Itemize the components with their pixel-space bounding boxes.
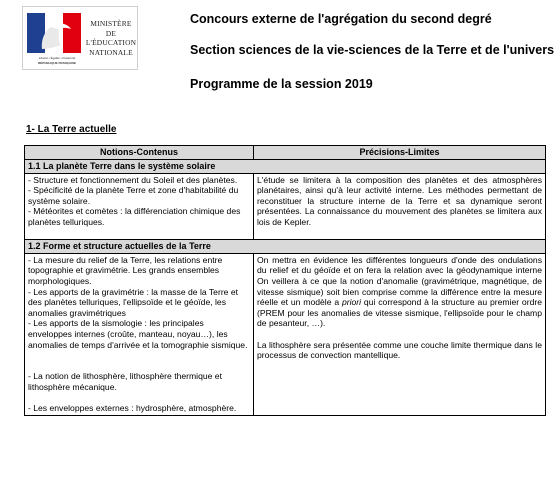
list-item: - La notion de lithosphère, lithosphère thermique et lithosphère mécanique.	[28, 371, 222, 392]
list-item: - La mesure du relief de la Terre, les relations entre topographie et gravimétrie. Les grands ensembles morphologiques.	[28, 254, 223, 286]
marianne-emblem-icon	[27, 13, 81, 53]
contents-cell-1-2	[25, 253, 254, 415]
table-header-row	[25, 146, 546, 160]
header-limits: Précisions-Limites	[254, 146, 546, 160]
list-item: - Les enveloppes externes : hydrosphère, atmosphère.	[28, 403, 237, 414]
limits-text: On mettra en évidence les différentes longueurs d'onde des ondulations du relief et du géoïde et on fera la relation avec la géodynamique interne On veillera à ce que la notion d'anomalie (gravimétrique, magnétique, de vitesse sismique) soit bien comprise comme la différence entre la mesure réelle et un modèle a	[257, 254, 542, 308]
ministry-logo	[22, 6, 138, 70]
flag-red-band	[63, 13, 81, 53]
program-table	[24, 145, 546, 416]
ministry-name	[85, 19, 137, 57]
section-heading: 1- La Terre actuelle	[26, 124, 117, 135]
session-title: Programme de la session 2019	[190, 77, 373, 91]
subsection-row-1-2	[25, 240, 546, 254]
header-contents: Notions-Contenus	[25, 146, 254, 160]
list-item: - Spécificité de la planète Terre et zone d'habitabilité du système solaire.	[28, 185, 239, 206]
list-item: - Météorites et comètes : la différenciation chimique des planètes telluriques.	[28, 206, 241, 227]
table-row	[25, 173, 546, 240]
limits-text: qui correspond à la structure au premier ordre (PREM pour les anomalies de vitesse sismique, l'ellipsoïde pour le champ de pesanteur, …).	[257, 297, 542, 329]
subsection-title-1-1: 1.1 La planète Terre dans le système solaire	[25, 160, 546, 174]
list-item: - Les apports de la sismologie : les principales enveloppes internes (croûte, manteau, noyau…), les anomalies de temps d'arrivée et la tomographie sismique.	[28, 318, 248, 350]
ministry-line-1: MINISTÈRE	[90, 19, 132, 28]
limits-italic-text: priori	[341, 297, 362, 308]
subsection-row-1-1	[25, 160, 546, 174]
limits-cell-1-1: L'étude se limitera à la composition des planètes et des atmosphères planétaires, ainsi qu'à leur activité interne. Les méthodes permettant de reconstituer la structure interne de la Terre et sa dynamique seront présentées. La connaissance du mouvement des planètes se limitera aux lois de Kepler.	[254, 173, 546, 240]
ministry-line-2: DE L'ÉDUCATION	[85, 28, 137, 48]
ministry-line-3: NATIONALE	[89, 47, 133, 57]
limits-cell-1-2	[254, 253, 546, 415]
subsection-title-1-2: 1.2 Forme et structure actuelles de la Terre	[25, 240, 546, 254]
republic-motto: Liberté • Égalité • Fraternité	[38, 56, 76, 60]
republic-name: RÉPUBLIQUE FRANÇAISE	[37, 61, 76, 65]
exam-title: Concours externe de l'agrégation du second degré	[190, 12, 492, 26]
contents-cell-1-1	[25, 173, 254, 240]
limits-paragraph-2: La lithosphère sera présentée comme une couche limite thermique dans le processus de convection mantellique.	[257, 339, 542, 361]
list-item: - Structure et fonctionnement du Soleil et des planètes.	[28, 174, 238, 185]
table-row	[25, 253, 546, 415]
section-subject: Section sciences de la vie-sciences de la Terre et de l'univers	[190, 43, 555, 57]
list-item: - Les apports de la gravimétrie : la masse de la Terre et des planètes telluriques, l'ellipsoïde et le géoïde, les anomalies gravimétriques	[28, 286, 239, 318]
limits-paragraph-1	[257, 255, 542, 329]
